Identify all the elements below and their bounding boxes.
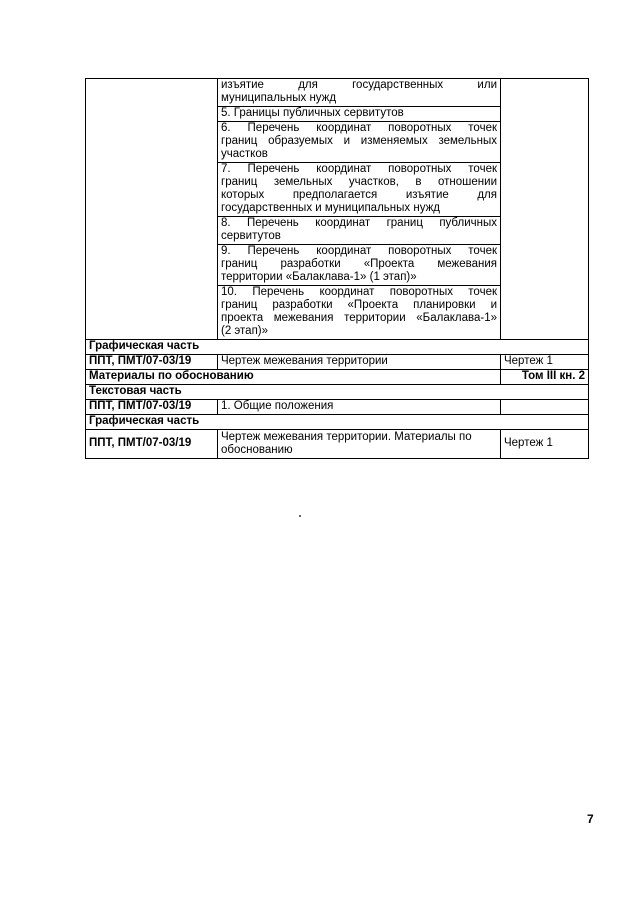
- table-row-graphic-part: [86, 415, 589, 430]
- table-row-graphic-part: [86, 340, 589, 355]
- document-table: [85, 78, 589, 459]
- section-heading-graphic: Графическая часть: [86, 415, 589, 430]
- item-line: 9. Перечень координат поворотных точек: [221, 245, 497, 257]
- item-7-cell: [218, 163, 501, 217]
- document-code: ППТ, ПМТ/07-03/19: [86, 430, 218, 459]
- item-line: которых предполагается изъятие для: [221, 189, 497, 201]
- section-heading-text: Текстовая часть: [86, 385, 589, 400]
- document-code: ППТ, ПМТ/07-03/19: [86, 400, 218, 415]
- item-line: (2 этап)»: [221, 325, 269, 337]
- document-title: [218, 430, 501, 459]
- continued-item-cell: [218, 79, 501, 107]
- item-line: проекта межевания территории «Балаклава-1»: [221, 312, 497, 324]
- table-row-continued: [86, 79, 589, 107]
- item-line: границ разработки «Проекта планировки и: [221, 299, 497, 311]
- document-title: Чертеж межевания территории: [218, 355, 501, 370]
- section-heading-materials: Материалы по обоснованию: [86, 370, 501, 385]
- item-line: 8. Перечень координат границ публичных: [221, 217, 497, 229]
- item-8-cell: [218, 217, 501, 245]
- table-row-materials: [86, 370, 589, 385]
- section-heading-graphic: Графическая часть: [86, 340, 589, 355]
- table-row-ppt: [86, 400, 589, 415]
- volume-label: Том III кн. 2: [501, 370, 589, 385]
- empty-sheet-cell: [501, 79, 589, 340]
- item-line: муниципальных нужд: [221, 92, 337, 104]
- item-line: изъятие для государственных или: [221, 79, 497, 91]
- title-line: Чертеж межевания территории. Материалы по: [221, 430, 472, 443]
- item-6-cell: [218, 122, 501, 163]
- item-line: 5. Границы публичных сервитутов: [221, 107, 404, 119]
- scan-speck: [299, 515, 301, 517]
- document-title: 1. Общие положения: [218, 400, 501, 415]
- item-line: границ образуемых и изменяемых земельных: [221, 135, 497, 147]
- table-row-ppt: [86, 355, 589, 370]
- empty-code-cell: [86, 79, 218, 340]
- sheet-label: Чертеж 1: [501, 355, 589, 370]
- item-line: 6. Перечень координат поворотных точек: [221, 122, 497, 134]
- item-line: государственных и муниципальных нужд: [221, 202, 440, 214]
- item-line: 7. Перечень координат поворотных точек: [221, 163, 497, 175]
- sheet-label: [501, 400, 589, 415]
- item-line: сервитутов: [221, 230, 281, 242]
- item-9-cell: [218, 245, 501, 286]
- table-row-ppt: [86, 430, 589, 459]
- title-line: обоснованию: [221, 443, 293, 456]
- item-5-cell: [218, 107, 501, 122]
- document-code: ППТ, ПМТ/07-03/19: [86, 355, 218, 370]
- page-number: 7: [587, 812, 594, 826]
- item-line: границ земельных участков, в отношении: [221, 176, 497, 188]
- item-line: территории «Балаклава-1» (1 этап)»: [221, 271, 417, 283]
- item-10-cell: [218, 286, 501, 340]
- item-line: 10. Перечень координат поворотных точек: [221, 286, 497, 298]
- table-row-text-part: [86, 385, 589, 400]
- item-line: границ разработки «Проекта межевания: [221, 258, 497, 270]
- item-line: участков: [221, 148, 268, 160]
- sheet-label: Чертеж 1: [501, 430, 589, 459]
